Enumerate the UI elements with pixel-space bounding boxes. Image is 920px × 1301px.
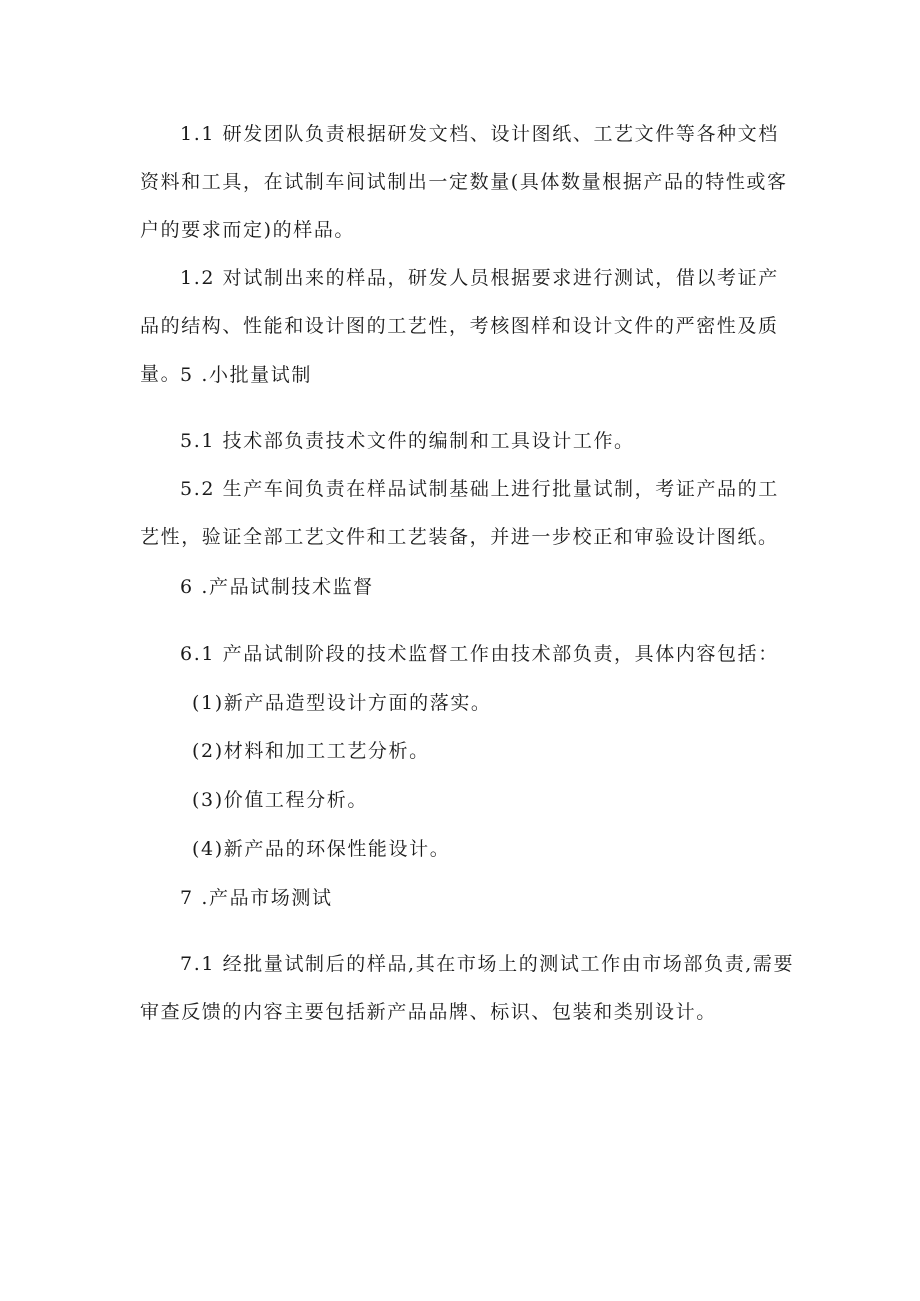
list-item-1: (1)新产品造型设计方面的落实。 <box>192 692 492 714</box>
section-heading-5: 5 .小批量试制 <box>180 364 312 386</box>
paragraph-6-1: 6.1 产品试制阶段的技术监督工作由技术部负责，具体内容包括： <box>180 643 779 665</box>
paragraph-1-2: 1.2 对试制出来的样品，研发人员根据要求进行测试，借以考证产品的结构、性能和设计图的工艺性，考核图样和设计文件的严密性及质量。 <box>140 267 779 385</box>
paragraph-7-1: 7.1 经批量试制后的样品,其在市场上的测试工作由市场部负责,需要审查反馈的内容主要包括新产品品牌、标识、包装和类别设计。 <box>140 953 795 1023</box>
paragraph-1-1: 1.1 研发团队负责根据研发文档、设计图纸、工艺文件等各种文档资料和工具，在试制车间试制出一定数量(具体数量根据产品的特性或客户的要求而定)的样品。 <box>140 123 788 241</box>
section-heading-7: 7 .产品市场测试 <box>180 887 333 909</box>
paragraph-5-1: 5.1 技术部负责技术文件的编制和工具设计工作。 <box>180 430 635 452</box>
list-item-2: (2)材料和加工工艺分析。 <box>192 740 430 762</box>
paragraph-5-2: 5.2 生产车间负责在样品试制基础上进行批量试制，考证产品的工艺性，验证全部工艺文件和工艺装备，并进一步校正和审验设计图纸。 <box>140 478 779 548</box>
list-item-3: (3)价值工程分析。 <box>192 789 368 811</box>
list-item-4: (4)新产品的环保性能设计。 <box>192 838 451 860</box>
section-heading-6: 6 .产品试制技术监督 <box>180 576 374 598</box>
